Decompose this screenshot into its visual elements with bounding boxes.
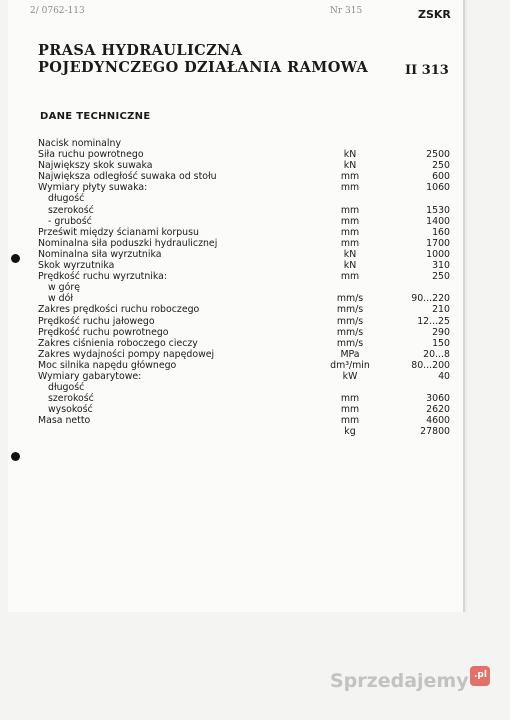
spec-label: długość — [48, 193, 85, 205]
watermark-badge-text: .pl — [474, 670, 487, 680]
table-row — [0, 193, 510, 204]
spec-label: długość — [48, 382, 85, 394]
spec-label: szerokość — [48, 393, 94, 405]
spec-value: 1000 — [426, 248, 450, 260]
spec-label: Zakres ciśnienia roboczego cieczy — [38, 337, 198, 349]
spec-label: Nominalna siła poduszki hydraulicznej — [38, 237, 218, 249]
watermark-badge — [470, 666, 490, 686]
spec-unit: mm — [340, 215, 360, 227]
spec-label: Skok wyrzutnika — [38, 260, 115, 272]
spec-value: 2620 — [426, 404, 450, 416]
model-number: II 313 — [405, 63, 449, 78]
top-mark-right: Nr 315 — [330, 6, 363, 16]
table-row — [0, 160, 510, 171]
spec-unit: mm — [340, 171, 360, 183]
punch-hole-icon — [11, 254, 20, 263]
punch-hole-icon — [11, 452, 20, 461]
spec-unit: kW — [342, 370, 358, 382]
watermark-text: Sprzedajemy — [330, 670, 469, 692]
spec-unit: mm — [340, 393, 360, 405]
spec-value: 2500 — [426, 149, 450, 161]
spec-label: w górę — [48, 282, 80, 294]
table-row — [0, 149, 510, 160]
table-row — [0, 216, 510, 227]
spec-unit: kN — [343, 160, 357, 172]
table-row — [0, 371, 510, 382]
spec-label: Prędkość ruchu powrotnego — [38, 326, 169, 338]
spec-label: Prześwit między ścianami korpusu — [38, 226, 199, 238]
spec-value: 160 — [432, 226, 450, 238]
spec-value: 310 — [432, 260, 450, 272]
table-row — [0, 293, 510, 304]
table-row — [0, 349, 510, 360]
table-row — [0, 227, 510, 238]
table-row — [0, 205, 510, 216]
table-row — [0, 182, 510, 193]
table-row — [0, 260, 510, 271]
table-row — [0, 249, 510, 260]
spec-value: 150 — [432, 337, 450, 349]
spec-value: 1060 — [426, 182, 450, 194]
spec-value: 1700 — [426, 237, 450, 249]
spec-label: Prędkość ruchu wyrzutnika: — [38, 271, 168, 283]
table-row — [0, 304, 510, 315]
spec-label: Prędkość ruchu jałowego — [38, 315, 155, 327]
table-row — [0, 282, 510, 293]
spec-unit: mm/s — [336, 304, 364, 316]
spec-unit: mm/s — [336, 315, 364, 327]
spec-label: - grubość — [48, 215, 92, 227]
top-mark-left: 2/ 0762-113 — [30, 6, 85, 16]
spec-value: 600 — [432, 171, 450, 183]
spec-value: 80...200 — [411, 359, 450, 371]
table-row — [0, 238, 510, 249]
spec-label: Moc silnika napędu głównego — [38, 359, 177, 371]
table-row — [0, 415, 510, 426]
spec-unit: mm — [340, 204, 360, 216]
spec-label: Nacisk nominalny — [38, 138, 122, 149]
spec-unit: mm — [340, 226, 360, 238]
spec-label: Wymiary gabarytowe: — [38, 370, 142, 382]
spec-label: Największy skok suwaka — [38, 160, 153, 172]
spec-unit: mm/s — [336, 337, 364, 349]
spec-unit: MPa — [340, 348, 360, 360]
spec-value: 3060 — [426, 393, 450, 405]
table-row — [0, 338, 510, 349]
spec-unit: mm — [340, 271, 360, 283]
spec-value: 12...25 — [417, 315, 450, 327]
spec-label: Wymiary płyty suwaka: — [38, 182, 148, 194]
spec-unit: kg — [344, 426, 356, 438]
spec-value: 1400 — [426, 215, 450, 227]
spec-value: 250 — [432, 271, 450, 283]
spec-unit: mm — [340, 182, 360, 194]
spec-value: 27800 — [420, 426, 450, 438]
spec-label: szerokość — [48, 204, 94, 216]
table-row — [0, 316, 510, 327]
table-row — [0, 138, 510, 149]
spec-unit: mm — [340, 415, 360, 427]
section-title: DANE TECHNICZNE — [40, 111, 151, 122]
spec-unit: mm — [340, 404, 360, 416]
spec-unit: kN — [343, 260, 357, 272]
document-title-line-2: POJEDYNCZEGO DZIAŁANIA RAMOWA — [38, 59, 369, 76]
spec-value: 40 — [438, 370, 450, 382]
spec-unit: mm — [340, 237, 360, 249]
spec-label: w dół — [48, 293, 73, 305]
spec-value: 250 — [432, 160, 450, 172]
spec-label: Siła ruchu powrotnego — [38, 149, 144, 161]
spec-label: wysokość — [48, 404, 93, 416]
table-row — [0, 393, 510, 404]
spec-table — [0, 138, 510, 438]
spec-value: 290 — [432, 326, 450, 338]
corner-code: ZSKR — [418, 8, 451, 21]
spec-value: 1530 — [426, 204, 450, 216]
spec-label: Zakres wydajności pompy napędowej — [38, 348, 215, 360]
table-row — [0, 171, 510, 182]
spec-unit: mm/s — [336, 293, 364, 305]
spec-unit: mm/s — [336, 326, 364, 338]
spec-label: Największa odległość suwaka od stołu — [38, 171, 217, 183]
spec-unit: kN — [343, 149, 357, 161]
table-row — [0, 404, 510, 415]
spec-value: 20...8 — [423, 348, 450, 360]
table-row — [0, 426, 510, 437]
table-row — [0, 271, 510, 282]
spec-unit: kN — [343, 248, 357, 260]
table-row — [0, 360, 510, 371]
spec-value: 90...220 — [411, 293, 450, 305]
spec-value: 4600 — [426, 415, 450, 427]
spec-label: Zakres prędkości ruchu roboczego — [38, 304, 200, 316]
spec-label: Nominalna siła wyrzutnika — [38, 248, 162, 260]
document-title-line-1: PRASA HYDRAULICZNA — [38, 42, 243, 59]
spec-unit: dm³/min — [330, 359, 370, 371]
spec-label: Masa netto — [38, 415, 91, 427]
table-row — [0, 382, 510, 393]
spec-value: 210 — [432, 304, 450, 316]
table-row — [0, 327, 510, 338]
